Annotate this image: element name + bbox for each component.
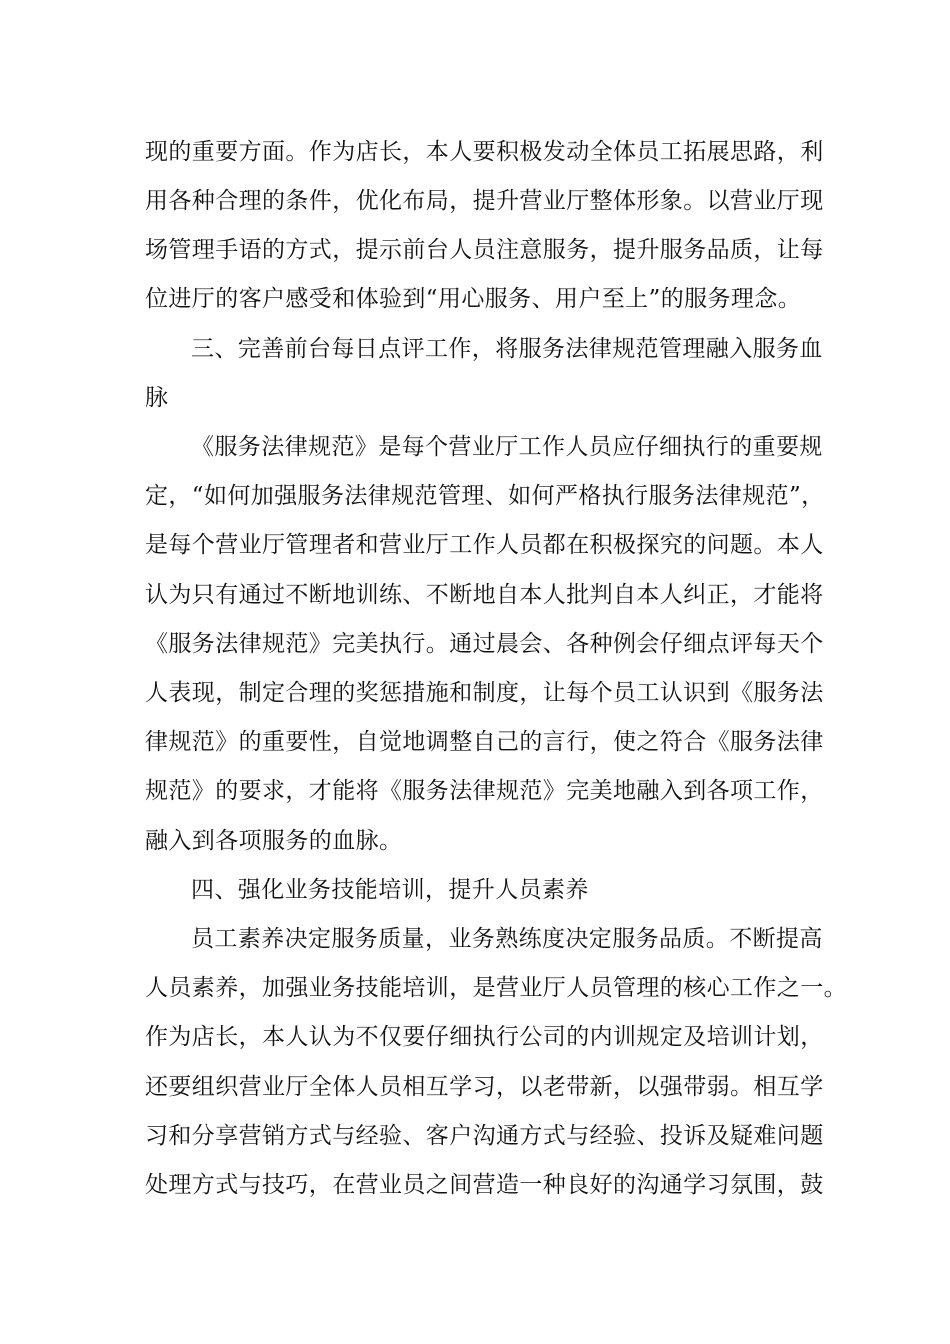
text-line: 还要组织营业厅全体人员相互学习，以老带新，以强带弱。相互学 [145, 1074, 824, 1100]
text-line: 律规范》的重要性，自觉地调整自己的言行，使之符合《服务法律 [145, 729, 824, 755]
section-heading: 四、强化业务技能培训，提升人员素养 [191, 877, 589, 903]
text-line: 作为店长，本人认为不仅要仔细执行公司的内训规定及培训计划， [145, 1024, 824, 1050]
text-line: 融入到各项服务的血脉。 [145, 828, 403, 854]
text-line: 现的重要方面。作为店长，本人要积极发动全体员工拓展思路，利 [145, 139, 824, 165]
section-heading-continuation: 脉 [145, 385, 169, 411]
text-line: 定，“如何加强服务法律规范管理、如何严格执行服务法律规范”， [145, 483, 825, 509]
text-line: 场管理手语的方式，提示前台人员注意服务，提升服务品质，让每 [145, 237, 824, 263]
text-line: 是每个营业厅管理者和营业厅工作人员都在积极探究的问题。本人 [145, 532, 824, 558]
text-line: 员工素养决定服务质量，业务熟练度决定服务品质。不断提高 [191, 926, 823, 952]
section-heading: 三、完善前台每日点评工作，将服务法律规范管理融入服务血 [191, 336, 823, 362]
text-line: 人员素养，加强业务技能培训，是营业厅人员管理的核心工作之一。 [145, 975, 847, 1001]
text-line: 人表现，制定合理的奖惩措施和制度，让每个员工认识到《服务法 [145, 680, 824, 706]
text-line: 习和分享营销方式与经验、客户沟通方式与经验、投诉及疑难问题 [145, 1123, 824, 1149]
text-line: 规范》的要求，才能将《服务法律规范》完美地融入到各项工作， [145, 778, 824, 804]
text-line: 位进厅的客户感受和体验到“用心服务、用户至上”的服务理念。 [145, 286, 802, 312]
text-line: 《服务法律规范》完美执行。通过晨会、各种例会仔细点评每天个 [145, 631, 824, 657]
text-line: 用各种合理的条件，优化布局，提升营业厅整体形象。以营业厅现 [145, 188, 824, 214]
text-line: 处理方式与技巧，在营业员之间营造一种良好的沟通学习氛围，鼓 [145, 1172, 824, 1198]
text-line: 《服务法律规范》是每个营业厅工作人员应仔细执行的重要规 [191, 434, 823, 460]
text-line: 认为只有通过不断地训练、不断地自本人批判自本人纠正，才能将 [145, 582, 824, 608]
